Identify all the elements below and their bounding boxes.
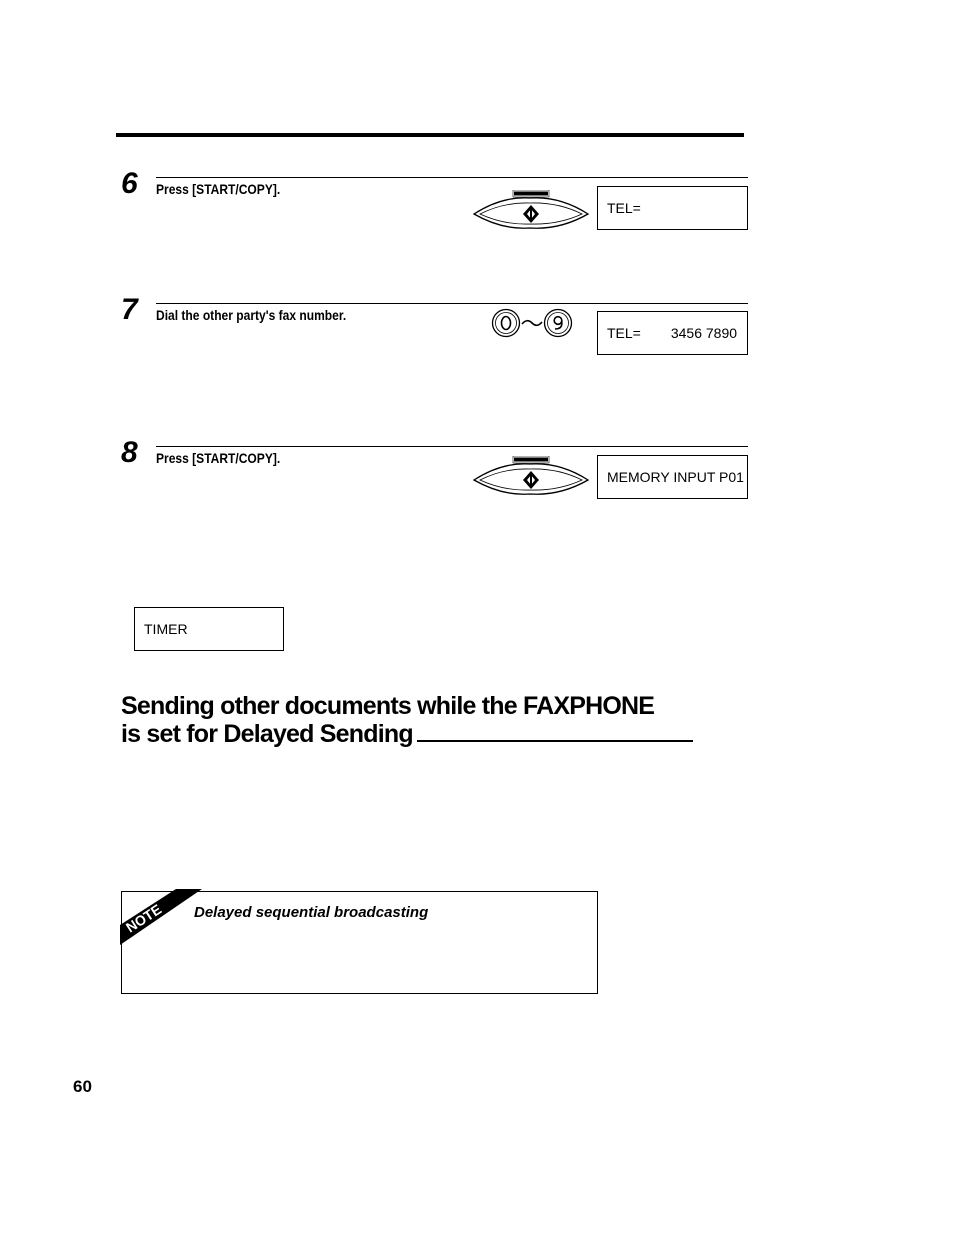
- timer-lcd-display: [134, 607, 284, 651]
- section-heading-line-1: Sending other documents while the FAXPHONE: [121, 692, 655, 720]
- lcd-value: 3456 7890: [670, 325, 738, 341]
- section-heading: [121, 692, 693, 748]
- step-7-number: 7: [121, 293, 138, 326]
- page-number: 60: [73, 1077, 92, 1096]
- step-6-number: 6: [121, 167, 138, 200]
- step-6-rule: [156, 177, 748, 178]
- start-copy-key-icon: [472, 190, 590, 230]
- section-heading-line-2-text: is set for Delayed Sending: [121, 720, 413, 748]
- note-title: Delayed sequential broadcasting: [194, 904, 429, 921]
- step-7-rule: [156, 303, 748, 304]
- step-6-instruction: Press [START/COPY].: [156, 181, 281, 197]
- lcd-label: TEL=: [607, 325, 641, 341]
- step-8-lcd-display: [597, 455, 748, 499]
- top-rule: [116, 133, 744, 137]
- step-7-instruction: Dial the other party's fax number.: [156, 307, 347, 323]
- step-8-rule: [156, 446, 748, 447]
- note-badge-text: NOTE: [122, 900, 165, 936]
- section-heading-line-2: [121, 720, 693, 748]
- numeric-keys-0-9-icon: [490, 308, 574, 338]
- step-8-number: 8: [121, 436, 138, 469]
- lcd-label: TEL=: [607, 200, 641, 216]
- timer-label: TIMER: [144, 621, 188, 637]
- lcd-label: MEMORY INPUT P01: [607, 469, 744, 485]
- heading-underline: [417, 740, 693, 742]
- step-7-lcd-display: [597, 311, 748, 355]
- step-8-instruction: Press [START/COPY].: [156, 450, 281, 466]
- step-6-lcd-display: [597, 186, 748, 230]
- start-copy-key-icon: [472, 456, 590, 496]
- note-badge-icon: [120, 889, 202, 952]
